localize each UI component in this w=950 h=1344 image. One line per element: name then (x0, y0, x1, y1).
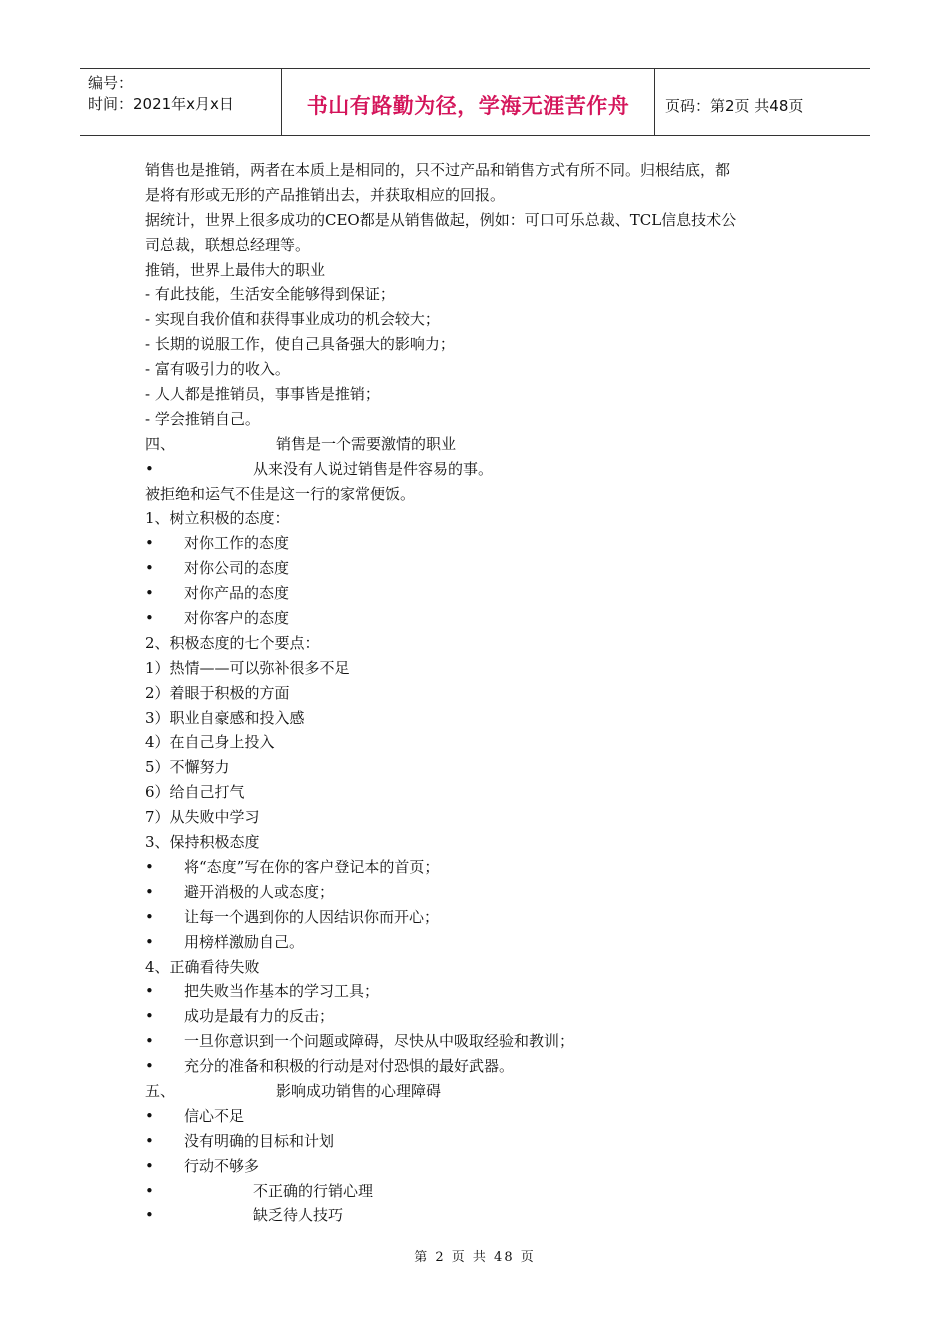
bullet-text: 对你客户的态度 (184, 609, 290, 628)
section-heading-5 (145, 1079, 805, 1104)
header-page-number: 页码：第2页 共48页 (665, 96, 804, 115)
header-page-cell (655, 69, 870, 135)
bullet-text: 让每一个遇到你的人因结识你而开心； (184, 907, 440, 926)
bullet-text: 从来没有人说过销售是件容易的事。 (253, 459, 494, 478)
bullet-item (145, 1029, 805, 1054)
numbered-point: 1）热情——可以弥补很多不足 (145, 658, 350, 677)
dash-list-item: - 富有吸引力的收入。 (145, 360, 290, 379)
header-motto-cell (282, 69, 655, 135)
bullet-item (145, 880, 805, 905)
bullet-text: 没有明确的目标和计划 (184, 1131, 335, 1150)
bullet-text: 缺乏待人技巧 (253, 1206, 344, 1225)
bullet-icon: • (145, 459, 154, 478)
dash-list-item: - 有此技能，生活安全能够得到保证； (145, 285, 395, 304)
bullet-text: 对你公司的态度 (184, 559, 290, 578)
numbered-point: 5）不懈努力 (145, 758, 230, 777)
dash-list-item: - 人人都是推销员，事事皆是推销； (145, 385, 380, 404)
bullet-icon: • (145, 584, 154, 603)
document-body (145, 158, 805, 1228)
numbered-point: 6）给自己打气 (145, 783, 245, 802)
bullet-text: 将“态度”写在你的客户登记本的首页； (184, 857, 440, 876)
section-title: 销售是一个需要激情的职业 (276, 434, 457, 453)
bullet-text: 成功是最有力的反击； (184, 1007, 335, 1026)
bullet-item (145, 1203, 805, 1228)
numbered-point: 2）着眼于积极的方面 (145, 683, 290, 702)
bullet-text: 把失败当作基本的学习工具； (184, 982, 380, 1001)
numbered-heading: 3、保持积极态度 (145, 833, 260, 852)
bullet-icon: • (145, 907, 154, 926)
dash-list-item: - 长期的说服工作，使自己具备强大的影响力； (145, 335, 455, 354)
bullet-icon: • (145, 559, 154, 578)
bullet-text: 行动不够多 (184, 1156, 260, 1175)
bullet-icon: • (145, 534, 154, 553)
numbered-heading: 1、树立积极的态度： (145, 509, 290, 528)
bullet-item (145, 1179, 805, 1204)
bullet-item (145, 1004, 805, 1029)
doc-code-label: 编号： (88, 74, 134, 92)
section-heading-4 (145, 432, 805, 457)
bullet-icon: • (145, 1181, 154, 1200)
bullet-icon: • (145, 857, 154, 876)
numbered-point: 4）在自己身上投入 (145, 733, 275, 752)
numbered-point: 7）从失败中学习 (145, 808, 260, 827)
bullet-icon: • (145, 1206, 154, 1225)
bullet-text: 避开消极的人或态度； (184, 882, 335, 901)
bullet-text: 信心不足 (184, 1106, 245, 1125)
bullet-icon: • (145, 609, 154, 628)
bullet-item (145, 905, 805, 930)
bullet-item (145, 855, 805, 880)
section-number: 五、 (145, 1081, 176, 1100)
bullet-text: 对你产品的态度 (184, 584, 290, 603)
bullet-text: 用榜样激励自己。 (184, 932, 305, 951)
section-number: 四、 (145, 434, 176, 453)
doc-date-label: 时间：2021年x月x日 (88, 95, 234, 113)
bullet-icon: • (145, 1057, 154, 1076)
paragraph-line: 销售也是推销，两者在本质上是相同的，只不过产品和销售方式有所不同。归根结底，都 (145, 161, 731, 179)
bullet-icon: • (145, 982, 154, 1001)
header-meta-cell (80, 69, 282, 135)
bullet-text: 一旦你意识到一个问题或障碍，尽快从中吸取经验和教训； (184, 1032, 575, 1051)
bullet-icon: • (145, 1156, 154, 1175)
page-header (80, 68, 870, 136)
dash-list-item: - 实现自我价值和获得事业成功的机会较大； (145, 310, 440, 329)
bullet-item (145, 581, 805, 606)
bullet-item (145, 1054, 805, 1079)
bullet-text: 充分的准备和积极的行动是对付恐惧的最好武器。 (184, 1057, 515, 1076)
dash-list-item: - 学会推销自己。 (145, 409, 260, 428)
paragraph-line: 司总裁，联想总经理等。 (145, 235, 311, 254)
bullet-text: 不正确的行销心理 (253, 1181, 374, 1200)
bullet-item (145, 556, 805, 581)
bullet-item (145, 1154, 805, 1179)
bullet-item (145, 606, 805, 631)
bullet-icon: • (145, 1032, 154, 1051)
bullet-icon: • (145, 1131, 154, 1150)
bullet-item (145, 457, 805, 482)
bullet-text: 对你工作的态度 (184, 534, 290, 553)
numbered-heading: 2、积极态度的七个要点： (145, 633, 320, 652)
bullet-item (145, 1129, 805, 1154)
section-subtitle: 推销，世界上最伟大的职业 (145, 260, 326, 279)
bullet-icon: • (145, 1007, 154, 1026)
bullet-item (145, 1104, 805, 1129)
header-motto: 书山有路勤为径，学海无涯苦作舟 (306, 94, 630, 118)
bullet-icon: • (145, 932, 154, 951)
paragraph-line: 是将有形或无形的产品推销出去，并获取相应的回报。 (145, 185, 506, 204)
bullet-icon: • (145, 1106, 154, 1125)
bullet-icon: • (145, 882, 154, 901)
page-footer: 第 2 页 共 48 页 (414, 1250, 536, 1265)
numbered-heading: 4、正确看待失败 (145, 957, 260, 976)
numbered-point: 3）职业自豪感和投入感 (145, 708, 305, 727)
section-title: 影响成功销售的心理障碍 (276, 1081, 442, 1100)
paragraph-line: 被拒绝和运气不佳是这一行的家常便饭。 (145, 484, 416, 503)
bullet-item (145, 930, 805, 955)
paragraph-line: 据统计，世界上很多成功的CEO都是从销售做起，例如：可口可乐总裁、TCL信息技术公 (145, 210, 737, 229)
bullet-item (145, 531, 805, 556)
bullet-item (145, 979, 805, 1004)
